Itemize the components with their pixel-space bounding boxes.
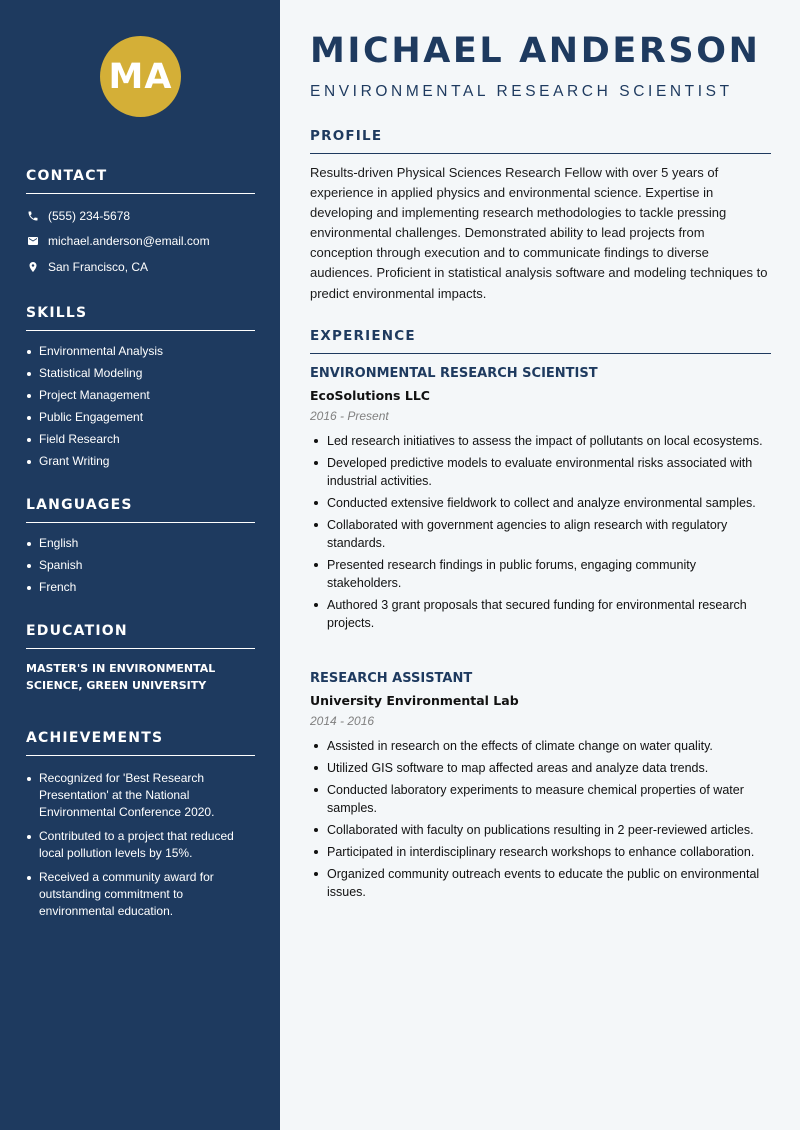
achievement-item: Contributed to a project that reduced local pollution levels by 15%. <box>26 828 255 862</box>
skill-item: Environmental Analysis <box>26 343 255 360</box>
contact-section <box>26 168 255 280</box>
job-bullet: Assisted in research on the effects of climate change on water quality. <box>310 737 771 755</box>
job-bullet: Conducted laboratory experiments to measure chemical properties of water samples. <box>310 781 771 817</box>
job-bullets <box>310 432 771 632</box>
phone-icon <box>26 209 40 223</box>
contact-email <box>26 229 255 255</box>
skill-item: Project Management <box>26 387 255 404</box>
skill-item: Statistical Modeling <box>26 365 255 382</box>
job-entry <box>310 366 771 636</box>
skill-item: Grant Writing <box>26 453 255 470</box>
job-bullet: Authored 3 grant proposals that secured funding for environmental research projects. <box>310 596 771 632</box>
job-bullet: Presented research findings in public forums, engaging community stakeholders. <box>310 556 771 592</box>
education-degree: MASTER'S IN ENVIRONMENTAL SCIENCE, GREEN UNIVERSITY <box>26 662 216 692</box>
languages-section <box>26 497 255 601</box>
job-dates: 2014 - 2016 <box>310 714 375 728</box>
profile-heading: PROFILE <box>310 128 771 154</box>
sidebar <box>0 0 280 1130</box>
job-bullet: Participated in interdisciplinary research workshops to enhance collaboration. <box>310 843 771 861</box>
person-name: MICHAEL ANDERSON <box>310 31 761 71</box>
achievements-list <box>26 770 255 920</box>
job-bullet: Led research initiatives to assess the impact of pollutants on local ecosystems. <box>310 432 771 450</box>
skills-list <box>26 343 255 470</box>
language-item: French <box>26 579 255 596</box>
contact-phone <box>26 203 255 229</box>
language-item: Spanish <box>26 557 255 574</box>
job-bullet: Developed predictive models to evaluate environmental risks associated with industrial activities. <box>310 454 771 490</box>
achievement-item: Recognized for 'Best Research Presentation' at the National Environmental Conference 2020. <box>26 770 255 821</box>
location-text: San Francisco, CA <box>48 259 149 274</box>
job-title-header: ENVIRONMENTAL RESEARCH SCIENTIST <box>310 83 733 100</box>
job-bullets <box>310 737 771 901</box>
profile-text: Results-driven Physical Sciences Research Fellow with over 5 years of experience in applied physics and environmental science. Expertise in developing and implementing research methodologies to tackle pressing environmental challenges. Demonstrated ability to lead projects from conception through execution and to communicate findings to diverse audiences. Proficient in statistical analysis software and modeling techniques to predict environmental impacts. <box>310 165 768 301</box>
experience-heading: EXPERIENCE <box>310 328 771 354</box>
job-bullet: Utilized GIS software to map affected areas and analyze data trends. <box>310 759 771 777</box>
location-pin-icon <box>26 260 40 274</box>
avatar <box>100 36 181 117</box>
avatar-initials: MA <box>108 56 173 97</box>
job-company: University Environmental Lab <box>310 693 519 708</box>
achievement-item: Received a community award for outstanding commitment to environmental education. <box>26 869 255 920</box>
skill-item: Public Engagement <box>26 409 255 426</box>
skill-item: Field Research <box>26 431 255 448</box>
email-icon <box>26 234 40 248</box>
job-bullet: Collaborated with government agencies to align research with regulatory standards. <box>310 516 771 552</box>
education-section <box>26 623 255 694</box>
job-bullet: Conducted extensive fieldwork to collect and analyze environmental samples. <box>310 494 771 512</box>
contact-heading: CONTACT <box>26 168 255 194</box>
skills-section <box>26 305 255 475</box>
job-dates: 2016 - Present <box>310 409 389 423</box>
achievements-section <box>26 730 255 925</box>
phone-text: (555) 234-5678 <box>48 208 131 223</box>
job-company: EcoSolutions LLC <box>310 388 430 403</box>
email-text: michael.anderson@email.com <box>48 234 210 249</box>
job-entry <box>310 671 771 905</box>
job-title: ENVIRONMENTAL RESEARCH SCIENTIST <box>310 366 598 381</box>
achievements-heading: ACHIEVEMENTS <box>26 730 255 756</box>
job-title: RESEARCH ASSISTANT <box>310 671 473 686</box>
language-item: English <box>26 535 255 552</box>
languages-list <box>26 535 255 596</box>
job-bullet: Collaborated with faculty on publications resulting in 2 peer-reviewed articles. <box>310 821 771 839</box>
education-heading: EDUCATION <box>26 623 255 649</box>
skills-heading: SKILLS <box>26 305 255 331</box>
contact-location <box>26 254 255 280</box>
languages-heading: LANGUAGES <box>26 497 255 523</box>
job-bullet: Organized community outreach events to educate the public on environmental issues. <box>310 865 771 901</box>
